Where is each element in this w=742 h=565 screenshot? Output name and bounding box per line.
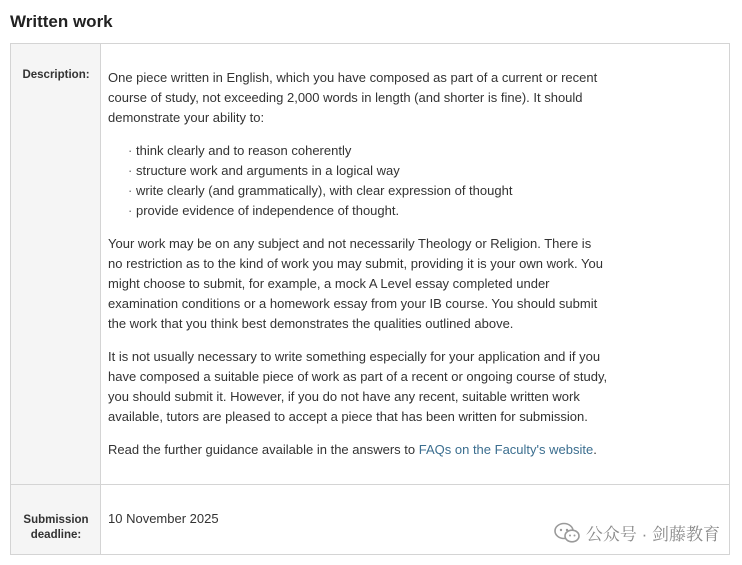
intro-paragraph: One piece written in English, which you have composed as part of a current or recent course of study, not exceeding 2,000 words in length (and shorter is fine). It should demonstrate your ability to: bbox=[108, 70, 598, 125]
guidance-suffix: . bbox=[593, 442, 597, 457]
list-item: · write clearly (and grammatically), with clear expression of thought bbox=[128, 181, 608, 201]
deadline-label bbox=[11, 513, 101, 543]
deadline-label-cell bbox=[11, 485, 101, 554]
description-row bbox=[11, 44, 729, 485]
description-content bbox=[108, 68, 608, 473]
guidance-paragraph bbox=[108, 440, 608, 460]
list-item: · structure work and arguments in a logical way bbox=[128, 161, 608, 181]
application-paragraph: It is not usually necessary to write something especially for your application and if you have composed a suitable piece of work as part of a recent or ongoing course of study, you should submit it. However, if you do not have any recent, suitable written work available, tutors are pleased to accept a piece that has been written for submission. bbox=[108, 349, 608, 424]
list-item: · think clearly and to reason coherently bbox=[128, 141, 608, 161]
deadline-value: 10 November 2025 bbox=[108, 511, 219, 526]
list-item: · provide evidence of independence of thought. bbox=[128, 201, 608, 221]
faq-link[interactable]: FAQs on the Faculty's website bbox=[418, 442, 594, 457]
ability-list bbox=[108, 141, 608, 221]
section-title: Written work bbox=[10, 12, 113, 31]
wechat-icon bbox=[554, 522, 580, 544]
requirements-table bbox=[10, 43, 730, 555]
deadline-label-line2: deadline: bbox=[30, 529, 82, 541]
guidance-prefix: Read the further guidance available in the answers to bbox=[108, 442, 419, 457]
watermark-text: 公众号 · 剑藤教育 bbox=[585, 525, 720, 544]
deadline-label-line1: Submission bbox=[23, 514, 89, 526]
watermark bbox=[554, 520, 720, 545]
description-label: Description: bbox=[22, 69, 90, 81]
subject-paragraph: Your work may be on any subject and not necessarily Theology or Religion. There is no restriction as to the kind of work you may submit, providing it is your own work. You might choose to submit, for example, a mock A Level essay completed under examination conditions or a homework essay from your IB course. You should submit the work that you think best demonstrates the qualities outlined above. bbox=[108, 236, 603, 331]
description-label-cell bbox=[11, 44, 101, 484]
